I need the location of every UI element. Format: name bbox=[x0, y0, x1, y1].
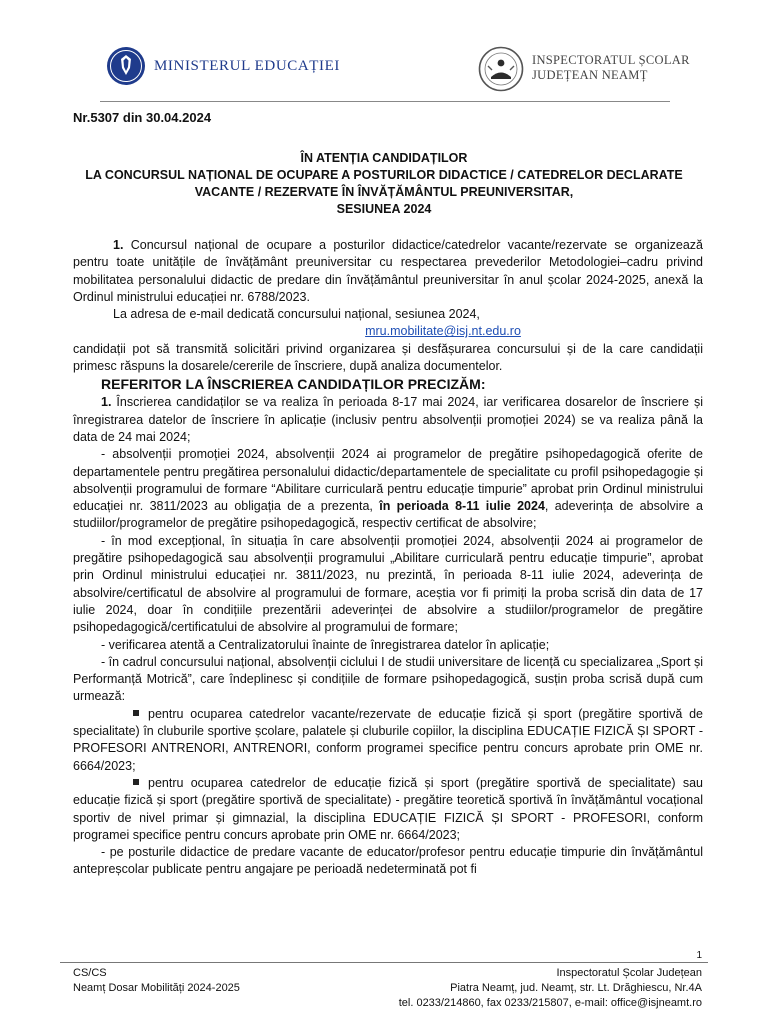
square-bullet-icon bbox=[133, 710, 139, 716]
footer-address: Piatra Neamț, jud. Neamț, str. Lt. Drăghiescu, Nr.4A bbox=[450, 982, 702, 994]
list-item: - verificarea atentă a Centralizatorului înainte de înregistrarea datelor în aplicație; bbox=[101, 637, 550, 652]
list-item: - în cadrul concursului național, absolvenții ciclului I de studii universitare de licență cu specializarea „Sport și Performanță Motrică”, care îndeplinesc și condițiile de formare psihopedagogică, susțin proba scrisă după cum urmează: bbox=[73, 654, 703, 704]
document-number: Nr.5307 din 30.04.2024 bbox=[73, 110, 212, 125]
footer-divider bbox=[60, 962, 708, 963]
paragraph-text: Concursul național de ocupare a posturilor didactice/catedrelor vacante/rezervate se organizează pentru toate unitățile de învățământ preuniversitar cu respectarea prevederilor Metodologiei–cadru privind mobilitatea personalului didactic de predare din învățământul preuniversitar în anul școlar 2024-2025, anexă la Ordinul ministrului educației nr. 6788/2023. bbox=[73, 238, 703, 304]
list-item-text: pentru ocuparea catedrelor vacante/rezervate de educație fizică și sport (pregătire sportivă de specialitate) în cluburile sportive școlare, palatele și cluburile copiilor, la disciplina EDUCAȚIE FIZICĂ ȘI SPORT - PROFESORI ANTRENORI, ANTRENORI, conform programei specifice pentru concurs aprobate prin OME nr. 6664/2023; bbox=[73, 706, 703, 773]
isj-name-line2: JUDEȚEAN NEAMȚ bbox=[532, 68, 648, 82]
title-line: LA CONCURSUL NAȚIONAL DE OCUPARE A POSTURILOR DIDACTICE / CATEDRELOR DECLARATE bbox=[85, 168, 683, 182]
list-item-text: , adeverința de absolvire a studiilor/programelor de pregătire psihopedagogică, respectiv certificat de absolvire; bbox=[73, 499, 703, 531]
list-item-text: pentru ocuparea catedrelor de educație fizică și sport (pregătire sportivă de specialitate) sau educație fizică și sport (pregătire sportivă de specialitate) - pregătire teoretică sportivă în învățământul vocațional sportiv de nivel primar și gimnazial, la disciplina EDUCAȚIE FIZICĂ ȘI SPORT - PROFESORI, conform programei specifice pentru concurs aprobate prin OME nr. 6664/2023; bbox=[73, 775, 703, 842]
header-divider bbox=[100, 101, 670, 102]
document-body bbox=[73, 237, 703, 879]
letterhead bbox=[0, 0, 768, 110]
isj-name bbox=[532, 53, 690, 83]
contact-email-link[interactable]: mru.mobilitate@isj.nt.edu.ro bbox=[365, 324, 521, 339]
paragraph bbox=[73, 394, 703, 446]
footer-initials: CS/CS bbox=[73, 967, 107, 979]
paragraph: candidații pot să transmită solicitări privind organizarea și desfășurarea concursului și de la care candidații primesc răspuns la dosarele/cererile de înscriere, după analiza documentelor. bbox=[73, 341, 703, 374]
romania-coat-of-arms-icon bbox=[106, 46, 146, 86]
paragraph bbox=[73, 237, 703, 306]
footer-left bbox=[73, 966, 240, 996]
title-line: ÎN ATENȚIA CANDIDAȚILOR bbox=[300, 151, 468, 165]
list-item: - în mod excepțional, în situația în care absolvenții promoției 2024, absolvenții 2024 ai programelor de pregătire psihopedagogică sau absolvenții programului „Abilitare curriculară pentru educație timpurie”, aprobat prin Ordinul ministrului educației nr. 3811/2023, nu prezintă, în perioada 8-11 iulie 2024, adeverința de absolvire/certificatul de absolvire al programului de formare, aceștia vor fi primiți la proba scrisă din data de 17 iulie 2024, doar în condițiile prezentării adeverinței de absolvire a studiilor/programelor de pregătire psihopedagogică/certificatului de absolvire al programului de formare; bbox=[73, 533, 703, 635]
paragraph-text: Înscrierea candidaților se va realiza în perioada 8-17 mai 2024, iar verificarea dosarelor de înscriere și înregistrarea datelor de înscriere în aplicație (inclusiv pentru absolvenții promoției 2024) se va realiza până la data de 24 mai 2024; bbox=[73, 395, 703, 444]
paragraph-number: 1. bbox=[101, 395, 112, 410]
footer-right bbox=[399, 966, 702, 1011]
footer-file-ref: Neamț Dosar Mobilități 2024-2025 bbox=[73, 982, 240, 994]
footer-institution: Inspectoratul Școlar Județean bbox=[556, 967, 702, 979]
document-title bbox=[40, 150, 728, 218]
list-item: - pe posturile didactice de predare vacante de educator/profesor pentru educație timpurie din învățământul antepreșcolar publicate pentru angajare pe perioadă nedeterminată pot fi bbox=[73, 845, 703, 877]
square-bullet-icon bbox=[133, 779, 139, 785]
title-line: VACANTE / REZERVATE ÎN ÎNVĂȚĂMÂNTUL PREUNIVERSITAR, bbox=[194, 185, 574, 199]
isj-name-line1: INSPECTORATUL ȘCOLAR bbox=[532, 53, 690, 67]
paragraph: La adresa de e-mail dedicată concursului național, sesiunea 2024, bbox=[113, 307, 480, 322]
list-item-emphasis: în perioada 8-11 iulie 2024 bbox=[379, 499, 545, 514]
footer-contact: tel. 0233/214860, fax 0233/215807, e-mail: office@isjneamt.ro bbox=[398, 997, 702, 1009]
title-line: SESIUNEA 2024 bbox=[336, 202, 432, 216]
section-heading: REFERITOR LA ÎNSCRIEREA CANDIDAȚILOR PRECIZĂM: bbox=[101, 376, 486, 393]
square-bullet-item bbox=[73, 775, 703, 844]
square-bullet-item bbox=[73, 706, 703, 775]
list-item-text: - absolvenții promoției 2024, absolvenții 2024 ai programelor de pregătire psihopedagogică oferite de departamentele pentru pregătirea personalului didactic/departamentele de specialitate cu profil psihopedagogie și absolvenții programului de formare “Abilitare curriculară pentru educație timpurie” aprobat prin Ordinul ministrului educației nr. 3811/2023 au obligația de a prezenta, bbox=[73, 447, 703, 514]
list-item bbox=[73, 446, 703, 532]
paragraph-number: 1. bbox=[113, 238, 124, 252]
isj-neamt-logo-icon bbox=[478, 46, 524, 92]
page-number: 1 bbox=[696, 950, 702, 961]
ministry-name: MINISTERUL EDUCAȚIEI bbox=[154, 58, 341, 74]
